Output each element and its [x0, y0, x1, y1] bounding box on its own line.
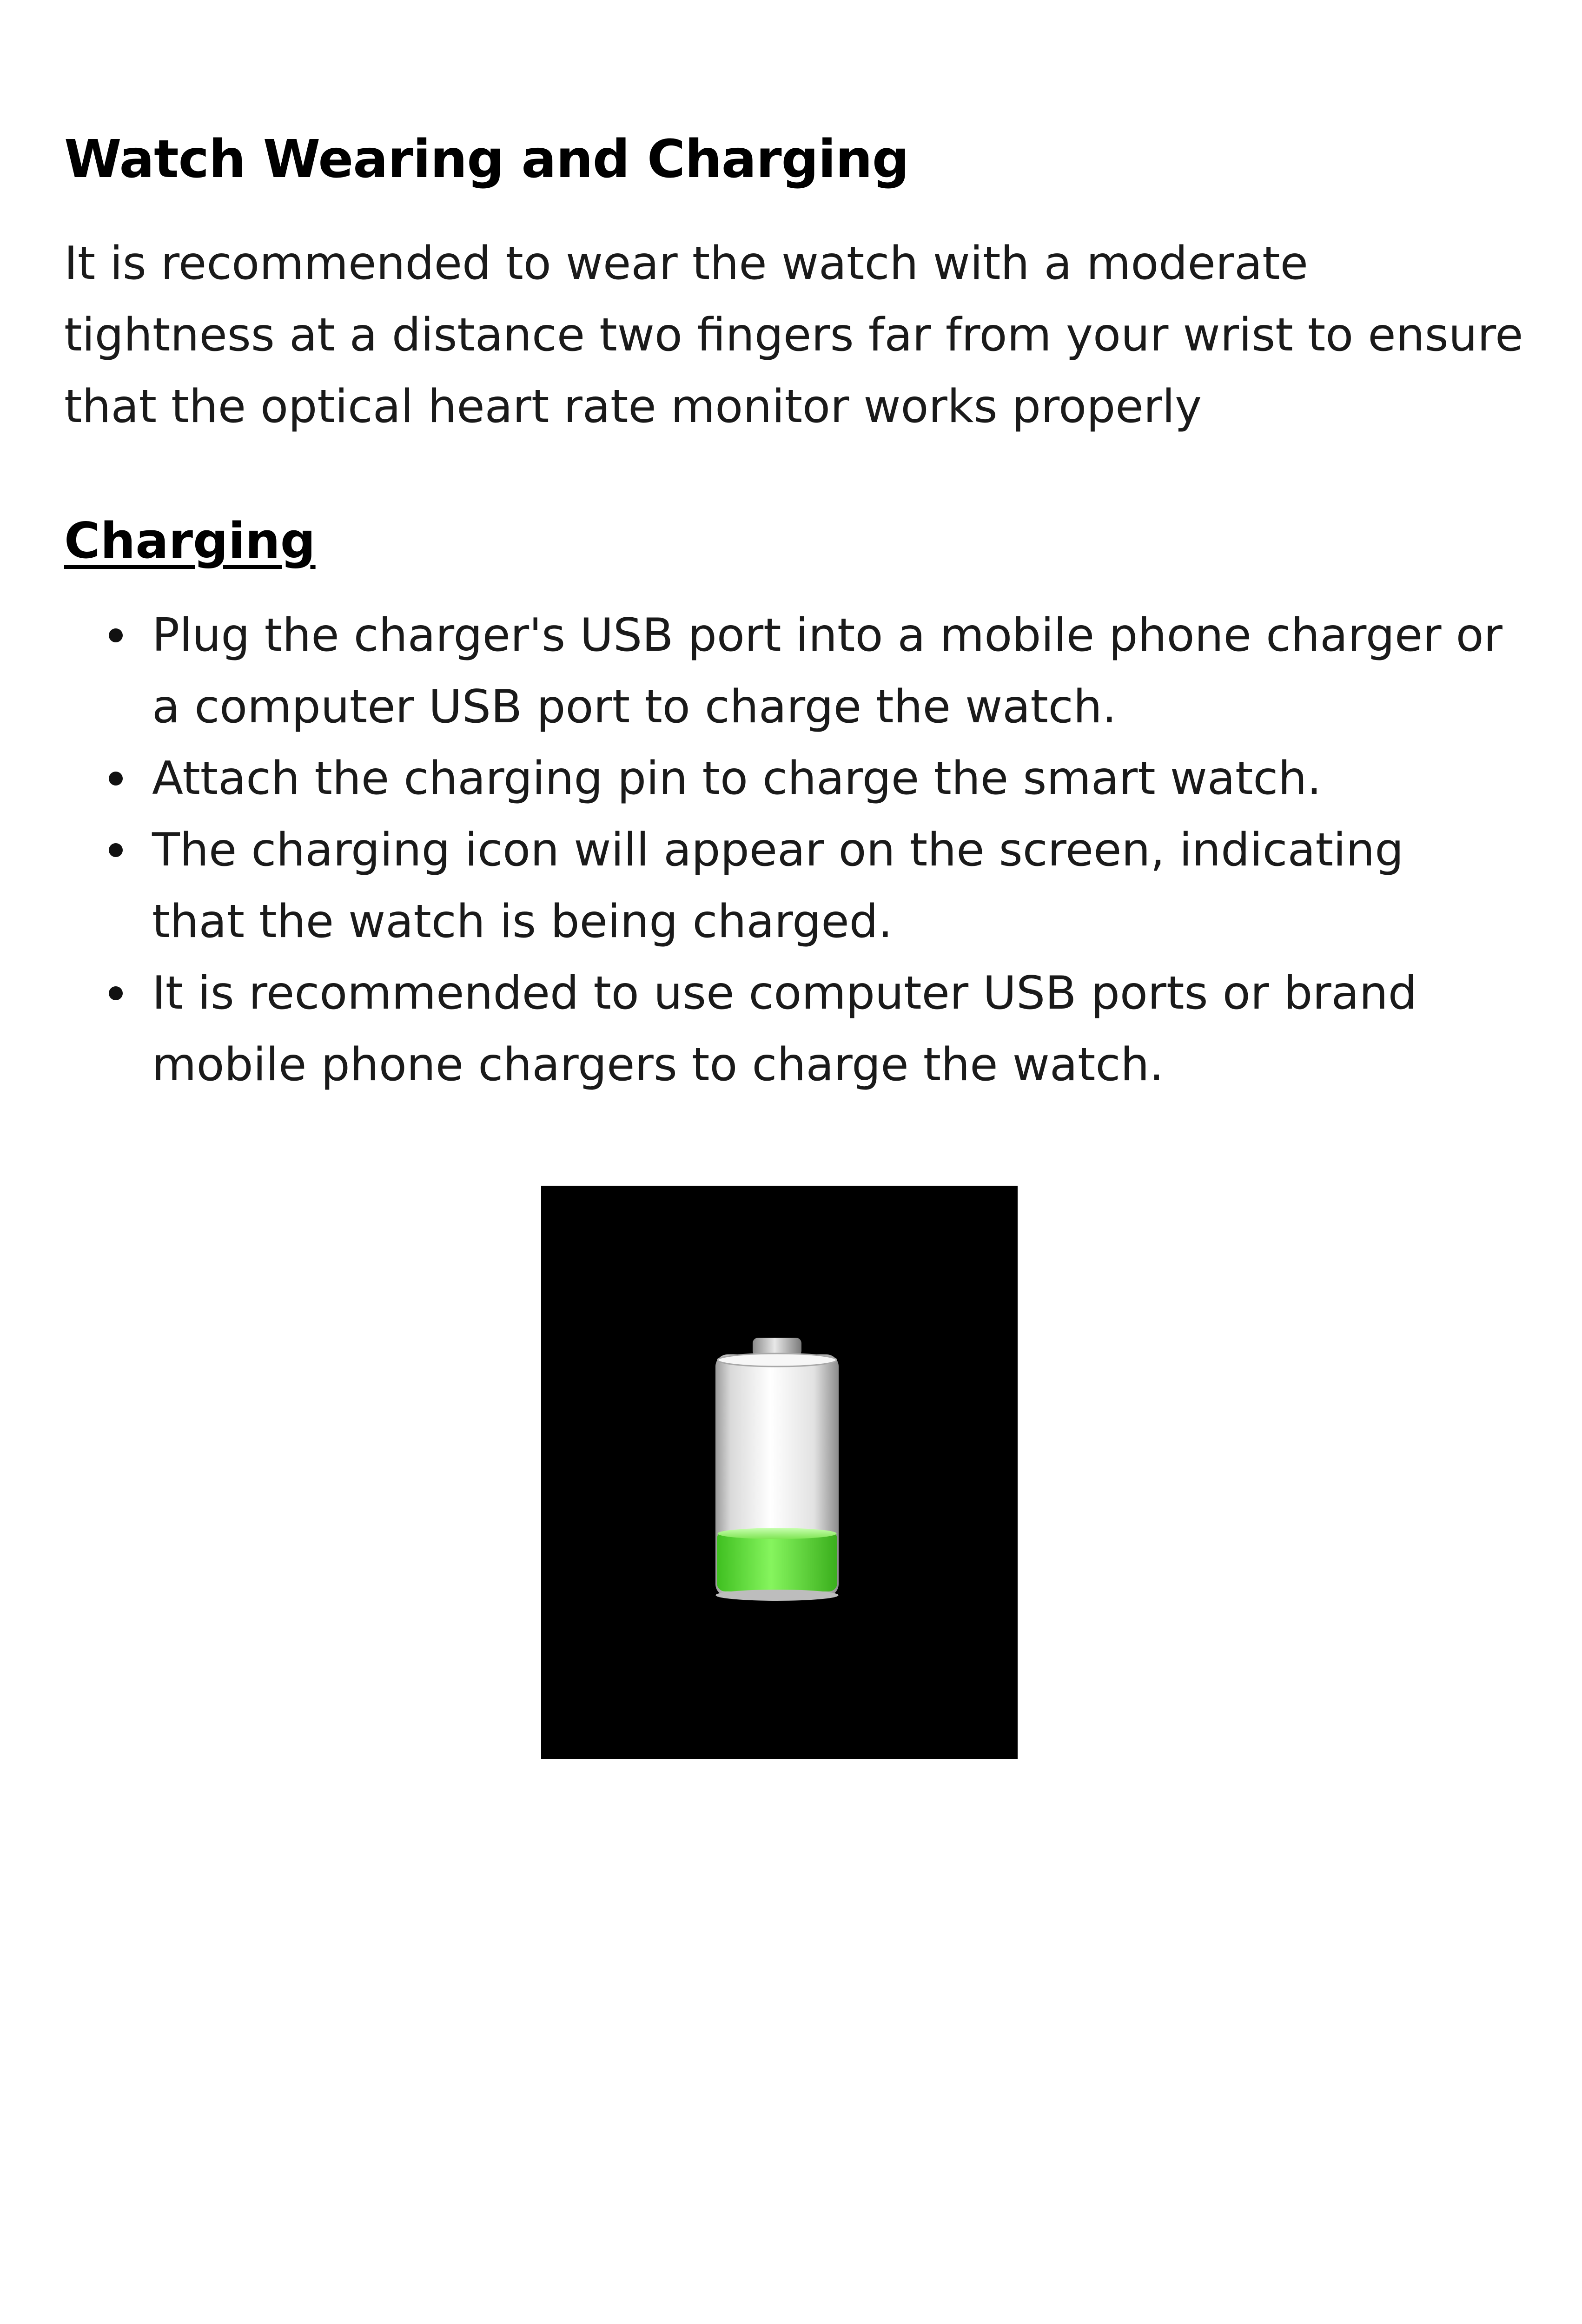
- battery-charge-surface: [718, 1528, 837, 1539]
- list-item: Plug the charger's USB port into a mobile phone charger or a computer USB port to charge the watch.: [64, 600, 1505, 743]
- list-item: It is recommended to use computer USB ports or brand mobile phone chargers to charge the watch.: [64, 957, 1505, 1101]
- charging-screen-image: [541, 1186, 1018, 1759]
- list-item: Attach the charging pin to charge the smart watch.: [64, 743, 1505, 814]
- list-item: The charging icon will appear on the screen, indicating that the watch is being charged.: [64, 814, 1505, 957]
- battery-charge-fill: [717, 1531, 837, 1591]
- battery-charging-icon: [713, 1337, 841, 1604]
- page-title: Watch Wearing and Charging: [64, 129, 909, 190]
- charging-steps-list: [64, 600, 1505, 1101]
- charging-heading: Charging: [64, 512, 316, 569]
- intro-paragraph: It is recommended to wear the watch with a moderate tightness at a distance two fingers far from your wrist to ensure that the optical heart rate monitor works properly: [64, 237, 1523, 433]
